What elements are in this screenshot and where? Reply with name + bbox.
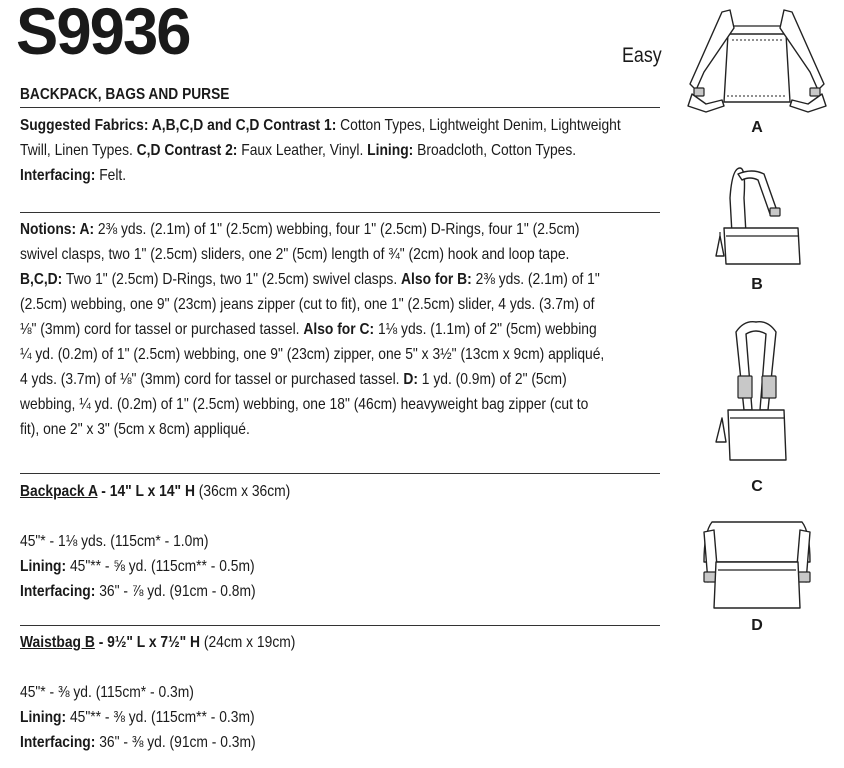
notions-line bbox=[20, 392, 660, 417]
interfacing-label: Interfacing: bbox=[20, 734, 96, 751]
text-run: fit), one 2" x 3" (5cm x 8cm) appliqué. bbox=[20, 421, 250, 438]
notions-line bbox=[20, 292, 660, 317]
text-run: Broadcloth, Cotton Types. bbox=[413, 142, 577, 159]
fabrics-line bbox=[20, 163, 660, 188]
backpack-yardage bbox=[20, 479, 660, 604]
text-run: Two 1" (2.5cm) D-Rings, two 1" (2.5cm) swivel clasps. bbox=[62, 271, 402, 288]
bold-run: Suggested Fabrics: A,B,C,D and C,D Contrast 1: bbox=[20, 117, 337, 134]
text-run: Twill, Linen Types. bbox=[20, 142, 137, 159]
yardage-heading bbox=[20, 479, 660, 504]
bold-run: Interfacing: bbox=[20, 167, 96, 184]
divider bbox=[20, 473, 660, 474]
view-name: Waistbag B bbox=[20, 634, 95, 651]
text-run: 2⅜ yds. (2.1m) of 1" bbox=[471, 271, 600, 288]
notions-line bbox=[20, 342, 660, 367]
lining-label: Lining: bbox=[20, 558, 67, 575]
text-run: webbing, ¼ yd. (0.2m) of 1" (2.5cm) webbing, one 18" (46cm) heavyweight bag zipper (cut to bbox=[20, 396, 589, 413]
backpack-illustration bbox=[682, 6, 832, 118]
notions-section bbox=[20, 217, 660, 442]
text-run: Cotton Types, Lightweight Denim, Lightweight bbox=[336, 117, 621, 134]
view-label-b: B bbox=[751, 276, 763, 293]
notions-line bbox=[20, 217, 660, 242]
interfacing-label: Interfacing: bbox=[20, 583, 96, 600]
fabrics-line bbox=[20, 138, 660, 163]
divider bbox=[20, 107, 660, 108]
view-label-d: D bbox=[751, 617, 763, 634]
bold-run: C,D Contrast 2: bbox=[136, 142, 238, 159]
bold-run: B,C,D: bbox=[20, 271, 63, 288]
divider bbox=[20, 212, 660, 213]
bold-run: Lining: bbox=[367, 142, 414, 159]
bold-run: Also for B: bbox=[401, 271, 472, 288]
text-run: swivel clasps, two 1" (2.5cm) sliders, one 2" (5cm) length of ¾" (2cm) hook and loop tape. bbox=[20, 246, 570, 263]
interfacing-value: 36" - ⅞ yd. (91cm - 0.8m) bbox=[95, 583, 256, 600]
bold-run: D: bbox=[403, 371, 418, 388]
pattern-number: S9936 bbox=[16, 0, 190, 68]
text-run: ¼ yd. (0.2m) of 1" (2.5cm) webbing, one 9" (23cm) zipper, one 5" x 3½" (13cm x 9cm) appliqué, bbox=[20, 346, 605, 363]
lining-label: Lining: bbox=[20, 709, 67, 726]
difficulty-label: Easy bbox=[622, 44, 662, 67]
subtitle: BACKPACK, BAGS AND PURSE bbox=[20, 86, 230, 103]
text-run: 2⅜ yds. (2.1m) of 1" (2.5cm) webbing, four 1" (2.5cm) D-Rings, four 1" (2.5cm) bbox=[94, 221, 580, 238]
shoulder-bag-illustration bbox=[692, 512, 822, 616]
notions-line bbox=[20, 417, 660, 442]
bold-run: Notions: A: bbox=[20, 221, 95, 238]
lining-value: 45"** - ⅝ yd. (115cm** - 0.5m) bbox=[66, 558, 255, 575]
waistbag-yardage bbox=[20, 630, 660, 755]
view-dimensions: - 9½" L x 7½" H bbox=[94, 634, 201, 651]
lining-yardage bbox=[20, 554, 660, 579]
fabric-yardage: 45"* - ⅜ yd. (115cm* - 0.3m) bbox=[20, 684, 194, 701]
notions-line bbox=[20, 242, 660, 267]
text-run: 1⅛ yds. (1.1m) of 2" (5cm) webbing bbox=[374, 321, 597, 338]
text-run: 4 yds. (3.7m) of ⅛" (3mm) cord for tassel or purchased tassel. bbox=[20, 371, 404, 388]
view-label-c: C bbox=[751, 478, 763, 495]
crossbody-illustration bbox=[708, 318, 808, 468]
notions-line bbox=[20, 367, 660, 392]
divider bbox=[20, 625, 660, 626]
text-run: 1 yd. (0.9m) of 2" (5cm) bbox=[417, 371, 567, 388]
text-run: Faux Leather, Vinyl. bbox=[237, 142, 368, 159]
text-run: ⅛" (3mm) cord for tassel or purchased tassel. bbox=[20, 321, 304, 338]
view-label-a: A bbox=[751, 119, 763, 136]
text-run: (2.5cm) webbing, one 9" (23cm) jeans zipper (cut to fit), one 1" (2.5cm) slider, 4 yds. (3.7m) of bbox=[20, 296, 595, 313]
interfacing-value: 36" - ⅜ yd. (91cm - 0.3m) bbox=[95, 734, 256, 751]
fabrics-line bbox=[20, 113, 660, 138]
yardage-heading bbox=[20, 630, 660, 655]
fabrics-section bbox=[20, 113, 660, 188]
lining-value: 45"** - ⅜ yd. (115cm** - 0.3m) bbox=[66, 709, 255, 726]
view-name: Backpack A bbox=[20, 483, 98, 500]
lining-yardage bbox=[20, 705, 660, 730]
interfacing-yardage bbox=[20, 579, 660, 604]
waistbag-illustration bbox=[702, 164, 812, 274]
text-run: Felt. bbox=[95, 167, 127, 184]
fabric-yardage: 45"* - 1⅛ yds. (115cm* - 1.0m) bbox=[20, 533, 209, 550]
notions-line bbox=[20, 267, 660, 292]
view-dimensions: - 14" L x 14" H bbox=[97, 483, 195, 500]
bold-run: Also for C: bbox=[303, 321, 375, 338]
view-metric: (36cm x 36cm) bbox=[194, 483, 291, 500]
view-illustrations bbox=[672, 0, 844, 768]
view-metric: (24cm x 19cm) bbox=[200, 634, 296, 651]
interfacing-yardage bbox=[20, 730, 660, 755]
notions-line bbox=[20, 317, 660, 342]
